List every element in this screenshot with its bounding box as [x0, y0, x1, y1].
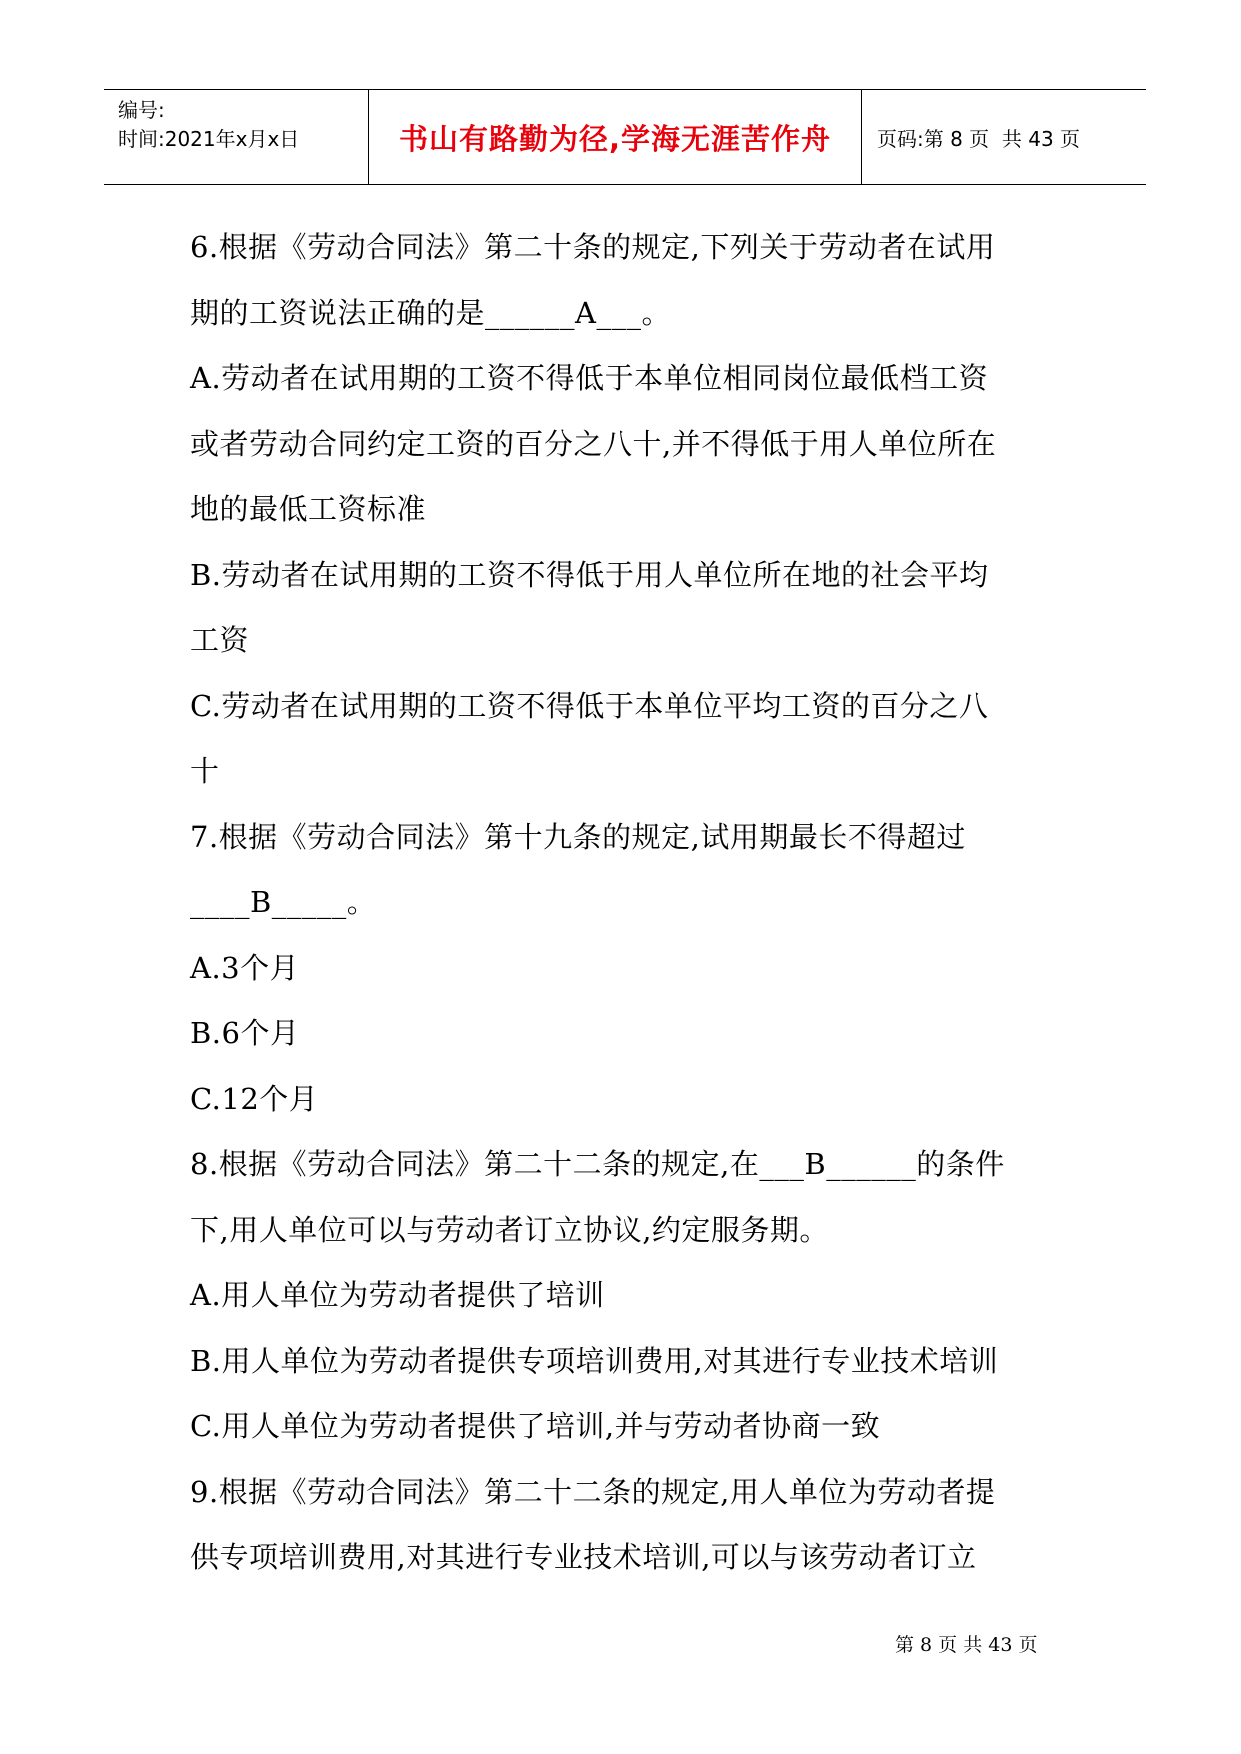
page-header: [104, 89, 1146, 185]
body-line: 7.根据《劳动合同法》第十九条的规定,试用期最长不得超过: [190, 819, 966, 854]
document-number-label: 编号:: [118, 98, 165, 122]
header-page-info: 页码:第 8 页 共 43 页: [877, 126, 1081, 151]
body-line: B.用人单位为劳动者提供专项培训费用,对其进行专业技术培训: [190, 1343, 999, 1378]
body-line: C.12个月: [190, 1081, 319, 1116]
body-line: A.3个月: [190, 950, 300, 985]
body-line: 工资: [190, 623, 250, 657]
body-line: B.劳动者在试用期的工资不得低于用人单位所在地的社会平均: [190, 557, 989, 592]
body-line: A.劳动者在试用期的工资不得低于本单位相同岗位最低档工资: [190, 361, 989, 395]
body-line: 9.根据《劳动合同法》第二十二条的规定,用人单位为劳动者提: [190, 1474, 996, 1509]
document-time-label: 时间:2021年x月x日: [118, 127, 300, 151]
body-line: 或者劳动合同约定工资的百分之八十,并不得低于用人单位所在: [190, 426, 997, 461]
body-line: 下,用人单位可以与劳动者订立协议,约定服务期。: [190, 1212, 829, 1247]
body-line: B.6个月: [190, 1016, 300, 1050]
body-line: 期的工资说法正确的是______A___。: [190, 295, 671, 330]
page-footer: 第 8 页 共 43 页: [895, 1634, 1038, 1656]
body-line: C.用人单位为劳动者提供了培训,并与劳动者协商一致: [190, 1409, 881, 1443]
body-line: C.劳动者在试用期的工资不得低于本单位平均工资的百分之八: [190, 688, 989, 723]
body-line: 供专项培训费用,对其进行专业技术培训,可以与该劳动者订立: [190, 1540, 977, 1574]
body-line: 6.根据《劳动合同法》第二十条的规定,下列关于劳动者在试用: [190, 230, 996, 264]
header-divider-right: [861, 90, 862, 184]
body-line: 8.根据《劳动合同法》第二十二条的规定,在___B______的条件: [190, 1147, 1005, 1181]
header-motto: 书山有路勤为径,学海无涯苦作舟: [398, 121, 832, 156]
body-line: 地的最低工资标准: [190, 492, 427, 526]
body-line: ____B_____。: [190, 885, 377, 919]
body-line: A.用人单位为劳动者提供了培训: [190, 1278, 605, 1312]
body-line: 十: [190, 754, 220, 788]
document-body: [190, 215, 1070, 1591]
